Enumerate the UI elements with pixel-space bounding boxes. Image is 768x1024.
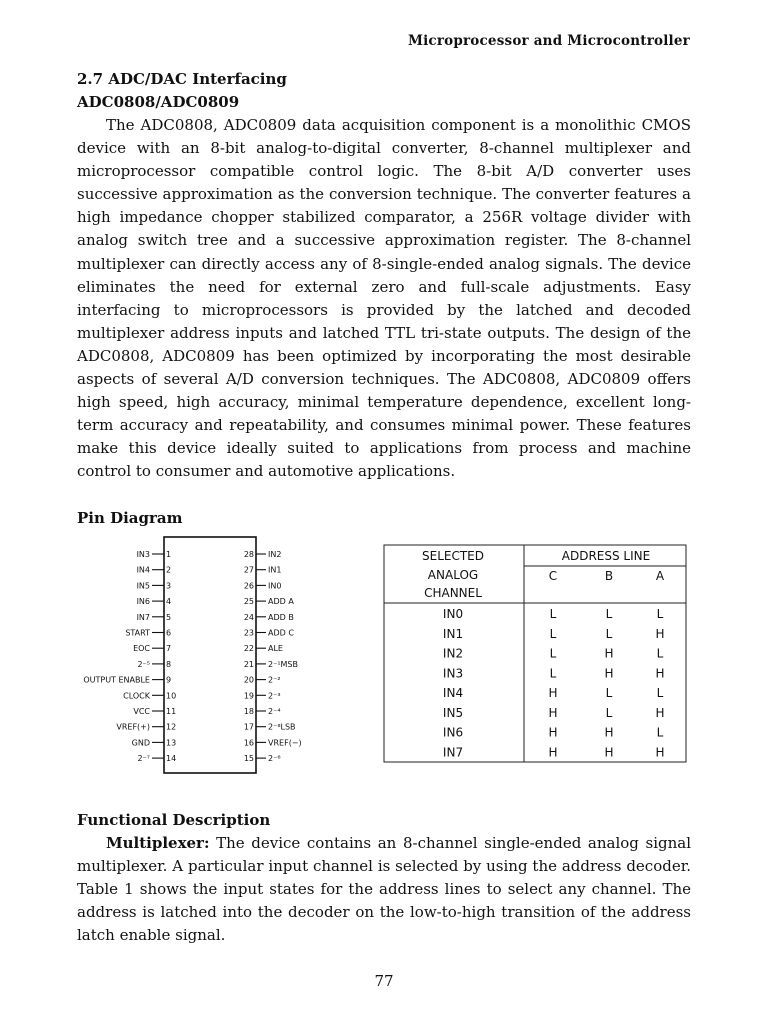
pin-label: 2⁻⁵ xyxy=(137,659,150,669)
address-a-cell: H xyxy=(655,626,665,641)
address-c-cell: H xyxy=(548,705,558,720)
pin-label: START xyxy=(125,628,150,637)
address-a-cell: H xyxy=(655,744,665,759)
pin-number: 27 xyxy=(243,565,254,575)
pin-number: 13 xyxy=(166,737,177,747)
pin-label: IN6 xyxy=(136,596,150,606)
section-title: 2.7 ADC/DAC Interfacing xyxy=(77,70,287,88)
pin-label: IN5 xyxy=(136,580,150,590)
pin-number: 20 xyxy=(243,675,254,685)
pin-number: 28 xyxy=(243,549,254,559)
address-c-cell: H xyxy=(548,744,558,759)
pin-number: 1 xyxy=(166,549,172,559)
pin-number: 11 xyxy=(166,706,177,716)
pin-number: 9 xyxy=(166,675,172,685)
pin-label: 2⁻⁷ xyxy=(137,753,150,763)
pin-number: 21 xyxy=(243,659,254,669)
pin-label: ADD A xyxy=(268,596,294,606)
address-column-header: C xyxy=(548,568,558,583)
address-b-cell: L xyxy=(605,606,613,621)
address-c-cell: L xyxy=(549,606,557,621)
pin-number: 5 xyxy=(166,612,172,622)
pin-label: ADD B xyxy=(268,612,294,622)
address-c-cell: L xyxy=(549,646,557,660)
address-a-cell: L xyxy=(656,725,664,739)
pin-diagram xyxy=(79,534,319,798)
pin-label: VREF(+) xyxy=(116,722,150,732)
pin-number: 16 xyxy=(243,737,254,747)
address-b-cell: L xyxy=(605,705,613,720)
address-b-cell: H xyxy=(604,646,614,660)
pin-number: 15 xyxy=(243,753,254,763)
address-b-cell: H xyxy=(604,725,614,739)
chip-body xyxy=(164,537,256,773)
pin-label: 2⁻⁶ xyxy=(268,753,281,763)
channel-cell: IN6 xyxy=(442,725,464,739)
pin-label: IN7 xyxy=(136,612,150,622)
pin-label: GND xyxy=(131,737,150,747)
channel-cell: IN5 xyxy=(442,705,464,720)
pin-label: 2⁻² xyxy=(268,675,281,685)
pin-label: VREF(−) xyxy=(268,737,302,747)
pin-label: IN2 xyxy=(268,549,282,559)
pin-number: 26 xyxy=(243,580,254,590)
address-a-cell: H xyxy=(655,665,665,680)
pin-number: 18 xyxy=(243,706,254,716)
channel-cell: IN4 xyxy=(442,685,464,700)
address-b-cell: L xyxy=(605,685,613,700)
pin-number: 23 xyxy=(243,628,254,637)
pin-label: IN3 xyxy=(136,549,150,559)
pin-number: 14 xyxy=(166,753,177,763)
subsection-title: ADC0808/ADC0809 xyxy=(77,93,240,111)
pin-number: 22 xyxy=(243,643,254,653)
header-address-line: ADDRESS LINE xyxy=(561,548,651,563)
pin-label: EOC xyxy=(133,643,150,653)
running-header: Microprocessor and Microcontroller xyxy=(407,33,690,49)
address-a-cell: L xyxy=(656,685,664,700)
address-c-cell: H xyxy=(548,685,558,700)
pin-label: IN0 xyxy=(268,580,282,590)
pin-label: ADD C xyxy=(268,628,294,637)
pin-number: 19 xyxy=(243,690,254,700)
pin-number: 7 xyxy=(166,643,172,653)
address-c-cell: L xyxy=(549,626,557,641)
address-column-header: A xyxy=(655,568,665,583)
multiplexer-label: Multiplexer: xyxy=(106,833,210,852)
pin-label: 2⁻³ xyxy=(268,690,281,700)
address-b-cell: L xyxy=(605,626,613,641)
pin-label: 2⁻¹MSB xyxy=(268,659,298,669)
pin-label: VCC xyxy=(133,706,150,716)
pin-number: 17 xyxy=(243,722,254,732)
functional-heading: Functional Description xyxy=(77,810,271,829)
pin-label: 2⁻⁴ xyxy=(268,706,281,716)
pin-diagram-heading: Pin Diagram xyxy=(77,508,183,527)
pin-label: OUTPUT ENABLE xyxy=(83,675,150,685)
pin-number: 24 xyxy=(243,612,254,622)
pin-number: 3 xyxy=(166,580,172,590)
pin-label: IN1 xyxy=(268,565,282,575)
pin-number: 10 xyxy=(166,690,177,700)
page-number: 77 xyxy=(374,972,394,990)
header-analog: ANALOG xyxy=(427,567,479,582)
intro-paragraph: The ADC0808, ADC0809 data acquisition component is a monolithic CMOS device with an 8-bit analog-to-digital converter, 8-channel multiplexer and microprocessor compatible control logic. The 8-bit A/D converter uses successive approximation as the conversion technique. The converter features a high impedance chopper stabilized comparator, a 256R voltage divider with analog switch tree and a successive approximation register. The 8-channel multiplexer can directly access any of 8-single-ended analog signals. The device eliminates the need for external zero and full-scale adjustments. Easy interfacing to microprocessors is provided by the latched and decoded multiplexer address inputs and latched TTL tri-state outputs. The design of the ADC0808, ADC0809 has been optimized by incorporating the most desirable aspects of several A/D conversion techniques. The ADC0808, ADC0809 offers high speed, high accuracy, minimal temperature dependence, excellent long-term accuracy and repeatability, and consumes minimal power. These features make this device ideally suited to applications from process and machine control to consumer and automotive applications. xyxy=(77,116,691,481)
address-table xyxy=(383,544,689,766)
pin-number: 8 xyxy=(166,659,172,669)
pin-label: IN4 xyxy=(136,565,150,575)
address-b-cell: H xyxy=(604,665,614,680)
channel-cell: IN7 xyxy=(442,744,464,759)
multiplexer-text: The device contains an 8-channel single-ended analog signal multiplexer. A particular input channel is selected by using the address decoder. Table 1 shows the input states for the address lines to select any channel. The address is latched into the decoder on the low-to-high transition of the address latch enable signal. xyxy=(77,833,691,944)
channel-cell: IN3 xyxy=(442,665,464,680)
pin-label: ALE xyxy=(268,643,283,653)
pin-number: 2 xyxy=(166,565,172,575)
channel-cell: IN1 xyxy=(442,626,464,641)
address-column-header: B xyxy=(604,568,614,583)
pin-number: 6 xyxy=(166,628,172,637)
pin-label: 2⁻⁸LSB xyxy=(268,722,296,732)
pin-number: 4 xyxy=(166,596,172,606)
pin-number: 25 xyxy=(243,596,254,606)
header-channel: CHANNEL xyxy=(424,585,482,600)
address-a-cell: L xyxy=(656,646,664,660)
address-c-cell: L xyxy=(549,665,557,680)
address-a-cell: H xyxy=(655,705,665,720)
page-content xyxy=(77,68,691,947)
address-a-cell: L xyxy=(656,606,664,621)
address-c-cell: H xyxy=(548,725,558,739)
multiplexer-paragraph xyxy=(77,832,691,947)
channel-cell: IN2 xyxy=(442,646,464,660)
pin-number: 12 xyxy=(166,722,177,732)
address-b-cell: H xyxy=(604,744,614,759)
diagram-row xyxy=(77,530,691,802)
header-selected: SELECTED xyxy=(422,548,484,563)
channel-cell: IN0 xyxy=(442,606,464,621)
pin-label: CLOCK xyxy=(123,690,150,700)
